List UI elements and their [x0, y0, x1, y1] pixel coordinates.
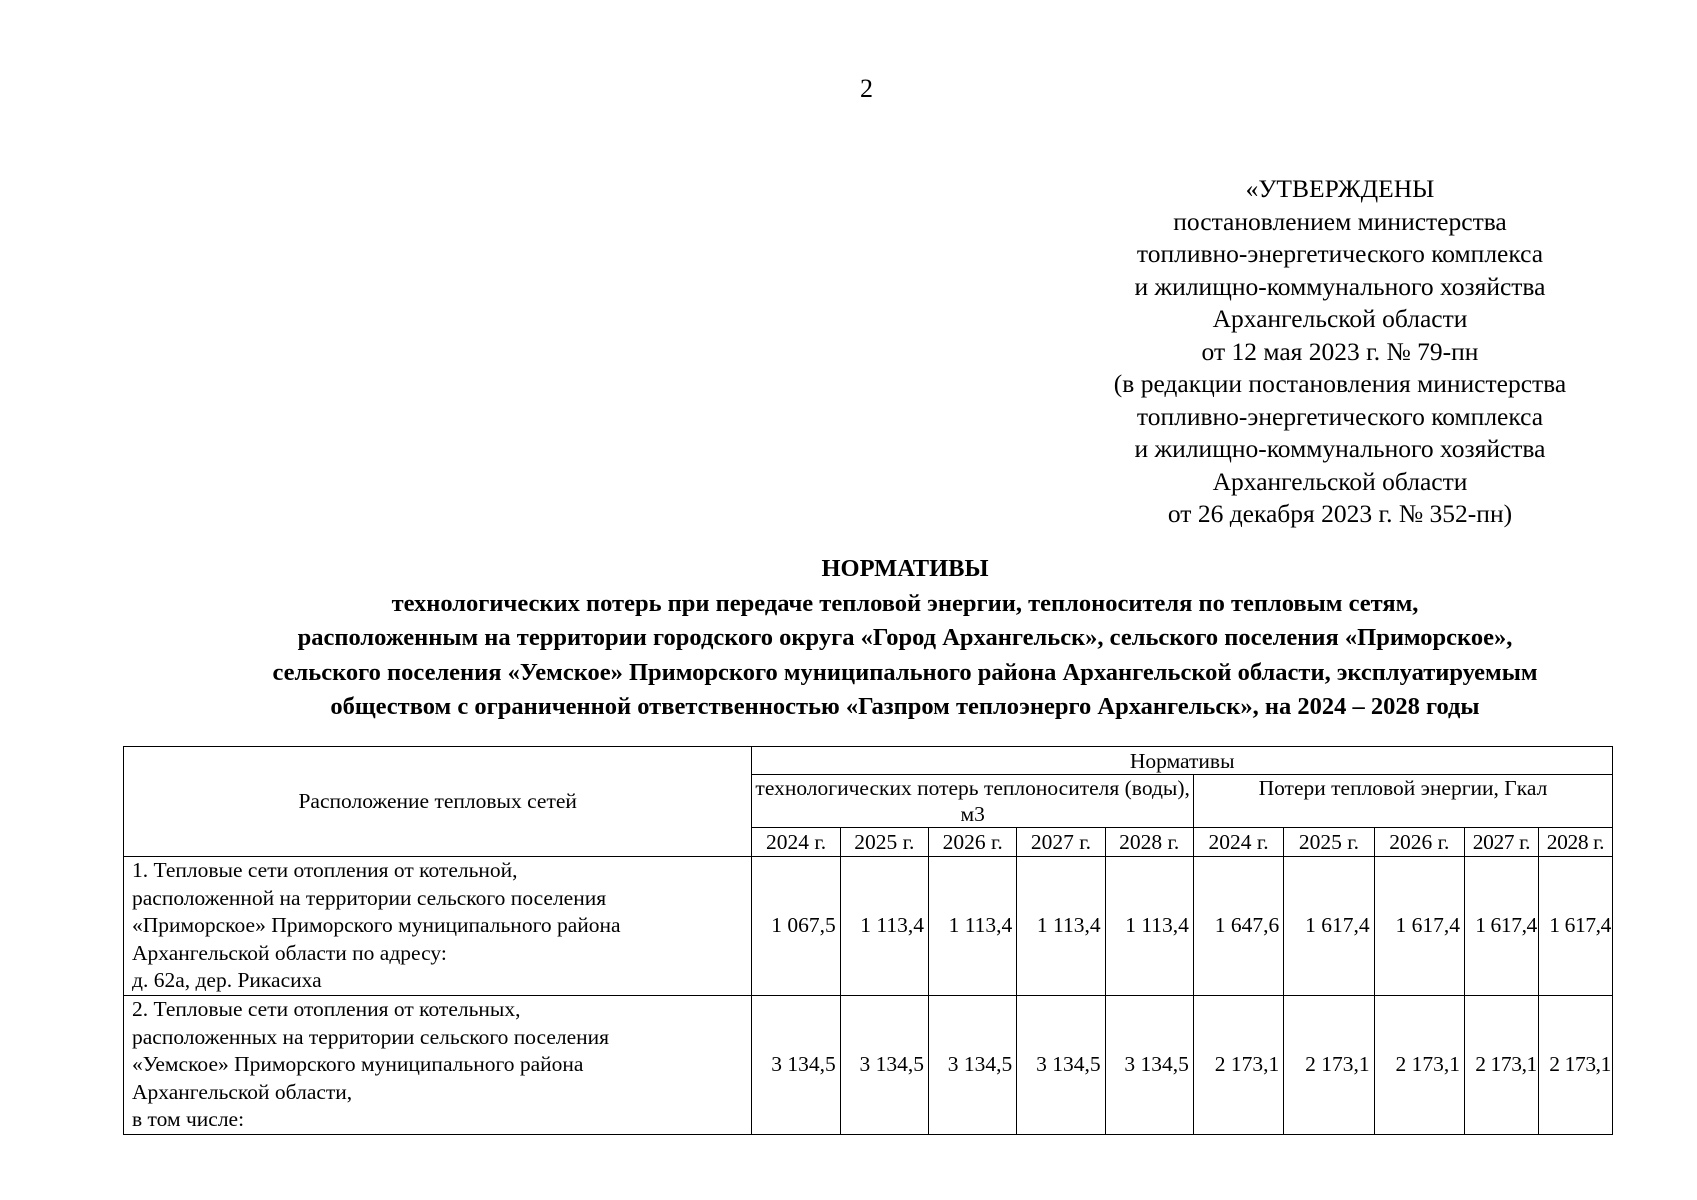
year-header-water: 2028 г.	[1105, 828, 1193, 857]
subgroup-header-heat-loss: Потери тепловой энергии, Гкал	[1193, 775, 1612, 828]
water-loss-value: 3 134,5	[840, 995, 928, 1134]
row-location-line: 1. Тепловые сети отопления от котельной,	[132, 858, 518, 882]
year-header-water: 2026 г.	[929, 828, 1017, 857]
year-header-water: 2025 г.	[840, 828, 928, 857]
title-heading: НОРМАТИВЫ	[821, 555, 989, 582]
heat-loss-value: 2 173,1	[1538, 995, 1612, 1134]
year-header-heat: 2028 г.	[1538, 828, 1612, 857]
water-loss-value: 3 134,5	[1105, 995, 1193, 1134]
column-header-location: Расположение тепловых сетей	[124, 747, 752, 857]
water-loss-value: 1 113,4	[1017, 857, 1105, 996]
page-number: 2	[860, 74, 873, 103]
approval-line: от 26 декабря 2023 г. № 352-пн)	[1167, 499, 1513, 528]
approval-line: и жилищно-коммунального хозяйства	[1134, 271, 1546, 301]
water-loss-value: 1 113,4	[929, 857, 1017, 996]
row-location-cell	[124, 995, 752, 1134]
heat-loss-value: 2 173,1	[1464, 995, 1538, 1134]
subgroup-header-water-loss: технологических потерь теплоносителя (воды), м3	[752, 775, 1193, 828]
heat-loss-value: 2 173,1	[1193, 995, 1283, 1134]
row-location-line: «Уемское» Приморского муниципального района	[132, 1052, 584, 1077]
water-loss-value: 3 134,5	[1017, 995, 1105, 1134]
approval-stamp	[1050, 173, 1630, 531]
title-line: расположенным на территории городского округа «Город Архангельск», сельского поселения «Приморское»,	[297, 624, 1513, 651]
title-line: обществом с ограниченной ответственностью «Газпром теплоэнерго Архангельск», на 2024 – 2028 годы	[330, 693, 1480, 720]
year-header-heat: 2025 г.	[1284, 828, 1374, 857]
water-loss-value: 1 067,5	[752, 857, 840, 996]
approval-line: «УТВЕРЖДЕНЫ	[1245, 174, 1435, 203]
approval-line: и жилищно-коммунального хозяйства	[1134, 434, 1546, 463]
row-location-line: д. 62а, дер. Рикасиха	[132, 968, 322, 993]
heat-loss-value: 2 173,1	[1374, 995, 1464, 1134]
row-location-line: Архангельской области,	[132, 1079, 353, 1104]
heat-loss-value: 1 617,4	[1284, 857, 1374, 996]
water-loss-value: 1 113,4	[1105, 857, 1193, 996]
approval-line: топливно-энергетического комплекса	[1136, 401, 1544, 431]
norms-table	[123, 746, 1613, 1135]
row-location-line: Архангельской области по адресу:	[132, 940, 447, 965]
row-location-line: расположенных на территории сельского поселения	[132, 1024, 610, 1049]
year-header-heat: 2026 г.	[1374, 828, 1464, 857]
row-location-line: расположенной на территории сельского поселения	[132, 885, 607, 910]
water-loss-value: 1 113,4	[840, 857, 928, 996]
title-line: технологических потерь при передаче тепловой энергии, теплоносителя по тепловым сетям,	[391, 589, 1419, 617]
heat-loss-value: 1 647,6	[1193, 857, 1283, 996]
heat-loss-value: 1 617,4	[1464, 857, 1538, 996]
year-header-water: 2027 г.	[1017, 828, 1105, 857]
year-header-heat: 2027 г.	[1464, 828, 1538, 857]
table-row	[124, 857, 1613, 996]
year-header-water: 2024 г.	[752, 828, 840, 857]
row-location-cell	[124, 857, 752, 996]
row-location-line: «Приморское» Приморского муниципального района	[132, 913, 621, 938]
year-header-heat: 2024 г.	[1193, 828, 1283, 857]
water-loss-value: 3 134,5	[929, 995, 1017, 1134]
heat-loss-value: 1 617,4	[1538, 857, 1612, 996]
title-line: сельского поселения «Уемское» Приморского муниципального района Архангельской области, эксплуатируемым	[272, 658, 1538, 686]
document-title	[60, 552, 1697, 725]
approval-line: Архангельской области	[1212, 466, 1468, 496]
approval-line: Архангельской области	[1212, 304, 1468, 333]
row-location-line: в том числе:	[132, 1107, 245, 1132]
group-header-norms: Нормативы	[752, 747, 1613, 775]
water-loss-value: 3 134,5	[752, 995, 840, 1134]
approval-line: постановлением министерства	[1173, 206, 1507, 236]
heat-loss-value: 1 617,4	[1374, 857, 1464, 996]
approval-line: (в редакции постановления министерства	[1113, 369, 1567, 398]
approval-line: от 12 мая 2023 г. № 79-пн	[1201, 336, 1479, 366]
table-row	[124, 995, 1613, 1134]
heat-loss-value: 2 173,1	[1284, 995, 1374, 1134]
approval-line: топливно-энергетического комплекса	[1136, 239, 1544, 268]
row-location-line: 2. Тепловые сети отопления от котельных,	[132, 996, 521, 1021]
